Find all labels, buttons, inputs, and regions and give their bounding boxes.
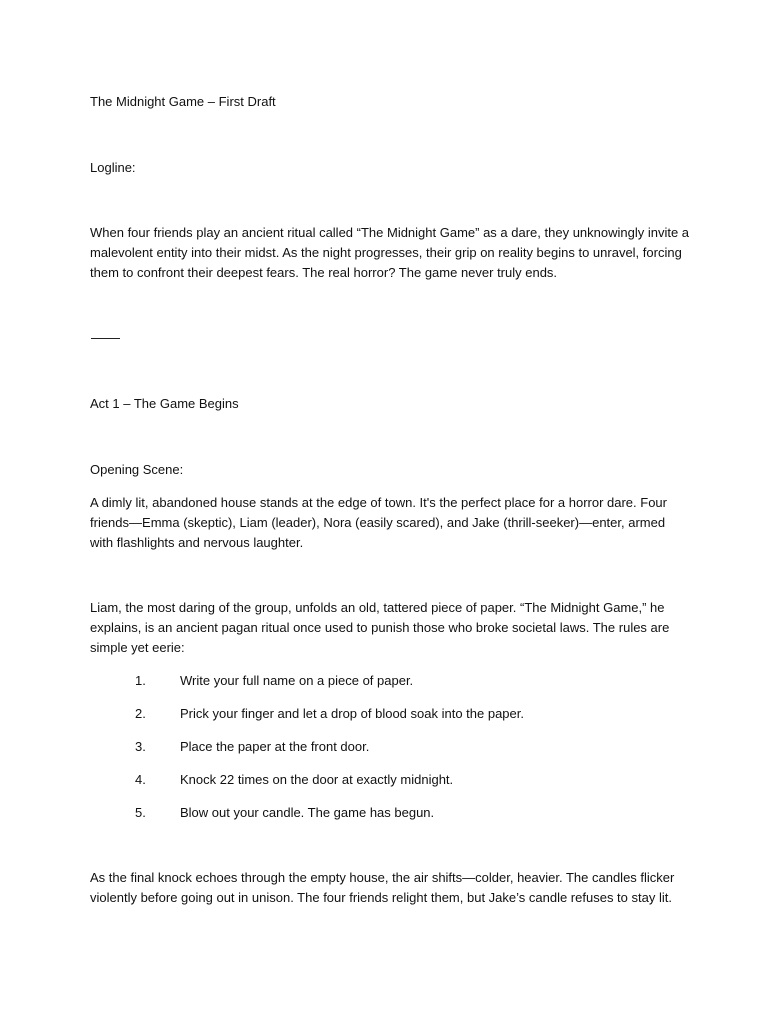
rule-number: 2. — [135, 706, 146, 721]
document-title: The Midnight Game – First Draft — [90, 94, 276, 109]
rule-text: Place the paper at the front door. — [180, 739, 370, 754]
rule-text: Knock 22 times on the door at exactly midnight. — [180, 772, 454, 787]
act-heading: Act 1 – The Game Begins — [90, 396, 239, 411]
rules-list — [90, 671, 690, 836]
rules-list-item — [90, 671, 690, 704]
rules-list-item — [90, 704, 690, 737]
logline-label: Logline: — [90, 160, 136, 175]
rule-number: 1. — [135, 673, 146, 688]
rule-text: Write your full name on a piece of paper. — [180, 673, 414, 688]
rules-list-item — [90, 803, 690, 836]
section-divider — [91, 338, 120, 339]
rule-text: Blow out your candle. The game has begun. — [180, 805, 435, 820]
final-knock-paragraph: As the final knock echoes through the empty house, the air shifts—colder, heavier. The candles flicker violently before going out in unison. The four friends relight them, but Jake’s candle refuses to stay lit. — [90, 870, 675, 905]
rules-list-item — [90, 737, 690, 770]
rules-list-item — [90, 770, 690, 803]
opening-scene-label: Opening Scene: — [90, 462, 184, 477]
rule-number: 3. — [135, 739, 146, 754]
rule-number: 5. — [135, 805, 146, 820]
rules-intro-paragraph: Liam, the most daring of the group, unfolds an old, tattered piece of paper. “The Midnight Game,” he explains, is an ancient pagan ritual once used to punish those who broke societal laws. The rules are simple yet eerie: — [90, 600, 670, 655]
opening-scene-paragraph: A dimly lit, abandoned house stands at the edge of town. It's the perfect place for a horror dare. Four friends—Emma (skeptic), Liam (leader), Nora (easily scared), and Jake (thrill-seeker)—enter, armed with flashlights and nervous laughter. — [90, 495, 667, 550]
logline-paragraph: When four friends play an ancient ritual called “The Midnight Game” as a dare, they unknowingly invite a malevolent entity into their midst. As the night progresses, their grip on reality begins to unravel, forcing them to confront their deepest fears. The real horror? The game never truly ends. — [90, 225, 690, 280]
rule-number: 4. — [135, 772, 146, 787]
rule-text: Prick your finger and let a drop of blood soak into the paper. — [180, 706, 524, 721]
